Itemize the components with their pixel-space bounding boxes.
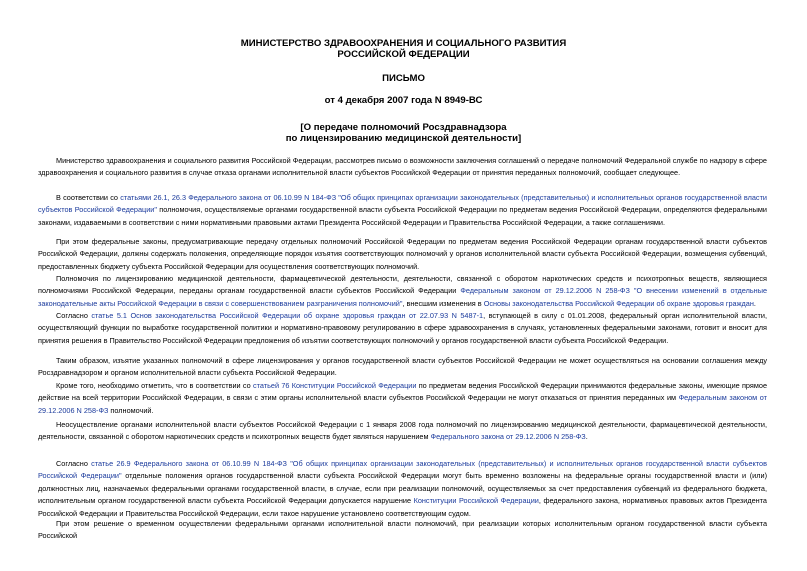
law-reference-link[interactable]: статьей 76 Конституции Российской Федерации bbox=[252, 381, 417, 390]
paragraph-text: . bbox=[585, 432, 588, 442]
paragraph-text: Полномочия по лицензированию медицинской деятельности, фармацевтической деятельности, деятельности, связанной с оборотом наркотических средств и психотропных веществ, являющиеся полномочиями Российской Федерации, переданы органам государственной власти субъектов Российской Федерации bbox=[38, 274, 767, 296]
paragraph-text: Министерство здравоохранения и социального развития Российской Федерации, рассмотрев письмо о возможности заключения соглашений о передаче полномочий Федеральной службе по надзору в сфере здравоохранения и социального развития в случае отказа органами исполнительной власти субъектов Российской Федерации от принятия переданных полномочий, сообщает следующее. bbox=[38, 156, 767, 178]
ministry-title bbox=[0, 38, 807, 60]
paragraph-text: , внесшим изменения в bbox=[402, 298, 484, 308]
paragraph-5 bbox=[38, 310, 767, 347]
paragraph-text: полномочий. bbox=[108, 405, 154, 415]
paragraph-text: полномочия, осуществляемые органами государственной власти субъекта Российской Федерации по предметам ведения Российской Федерации, определяются федеральными законами, издаваемыми в соответствии с ними нормативными правовыми актами Президента Российской Федерации и Правительства Российской Федерации, а также соглашениями. bbox=[38, 205, 768, 227]
paragraph-text: . bbox=[753, 298, 756, 308]
paragraph-text: При этом решение о временном осуществлении федеральными органами исполнительной власти полномочий, при реализации которых исполнительным органом государственной власти субъекта Российской bbox=[38, 519, 767, 541]
law-reference-link[interactable]: Федеральным законом от 29.12.2006 N 258-ФЗ bbox=[38, 393, 767, 415]
paragraph-text: При этом федеральные законы, предусматривающие передачу отдельных полномочий Российской Федерации по предметам ведения Российской Федерации органам государственной власти субъектов Российской Федерации, должны содержать положения, определяющие порядок изъятия соответствующих полномочий у органов исполнительной власти субъекта Российской Федерации, возмещения субвенций, предоставленных бюджету субъекта Российской Федерации для осуществления соответствующих полномочий. bbox=[38, 237, 767, 271]
document-date-number: от 4 декабря 2007 года N 8949-ВС bbox=[324, 95, 483, 106]
paragraph-10 bbox=[38, 518, 767, 543]
law-reference-link[interactable]: статье 26.9 Федерального закона от 06.10.99 N 184-ФЗ "Об общих принципах организации законодательных (представительных) и исполнительных органов государственной власти субъектов Российской Федерации" bbox=[38, 459, 767, 481]
paragraph-6 bbox=[38, 355, 767, 380]
document-subject bbox=[0, 122, 807, 144]
document-subject-line-2: по лицензированию медицинской деятельности] bbox=[285, 133, 522, 144]
document-subject-line-1: [О передаче полномочий Росздравнадзора bbox=[300, 122, 507, 133]
document-type: ПИСЬМО bbox=[382, 73, 425, 84]
ministry-title-line-2: РОССИЙСКОЙ ФЕДЕРАЦИИ bbox=[337, 49, 470, 60]
paragraph-text: Неосуществление органами исполнительной власти субъектов Российской Федерации с 1 января 2008 года полномочий по лицензированию медицинской деятельности, фармацевтической деятельности, деятельности, связанной с оборотом наркотических средств и психотропных веществ будет являться нарушением bbox=[38, 420, 767, 442]
paragraph-text: Кроме того, необходимо отметить, что в соответствии со bbox=[56, 381, 253, 390]
law-reference-link[interactable]: статье 5.1 Основ законодательства Российской Федерации об охране здоровья граждан от 22.07.93 N 5487-1 bbox=[91, 311, 484, 320]
paragraph-1 bbox=[38, 155, 767, 180]
paragraph-2 bbox=[38, 192, 767, 229]
law-reference-link[interactable]: Федерального закона от 29.12.2006 N 258-ФЗ bbox=[430, 432, 586, 442]
paragraph-text: Согласно bbox=[56, 459, 92, 468]
paragraph-text: , вступающей в силу с 01.01.2008, федеральный орган исполнительной власти, осуществляющий функции по выработке государственной политики и нормативно-правовому регулированию в сфере здравоохранения в случаях, установленных федеральными законами, готовит и вносит для принятия решения в Правительство Российской Федерации предложения об изъятии соответствующих полномочий у органов государственной власти субъекта Российской Федерации. bbox=[38, 311, 767, 345]
paragraph-text: Таким образом, изъятие указанных полномочий в сфере лицензирования у органов государственной власти субъектов Российской Федерации не может осуществляться на основании соглашения между Росздравнадзором и органом исполнительной власти субъекта Российской Федерации. bbox=[38, 356, 767, 378]
ministry-title-line-1: МИНИСТЕРСТВО ЗДРАВООХРАНЕНИЯ И СОЦИАЛЬНОГО РАЗВИТИЯ bbox=[240, 38, 567, 49]
paragraph-9 bbox=[38, 458, 767, 520]
paragraph-text: отдельные положения органов государственной власти субъекта Российской Федерации могут быть временно возложены на федеральные органы государственной власти и (или) должностных лиц, назначаемых федеральными органами государственной власти, в случае, если при реализации полномочий, осуществляемых за счет предоставления субвенций из федерального бюджета, исполнительным органом государственной власти субъекта Российской Федерации допускается нарушение bbox=[38, 471, 768, 506]
paragraph-3 bbox=[38, 236, 767, 273]
paragraph-text: Согласно bbox=[56, 311, 92, 320]
law-reference-link[interactable]: статьями 26.1, 26.3 Федерального закона от 06.10.99 N 184-ФЗ "Об общих принципах организации законодательных (представительных) и исполнительных органов государственной власти субъектов Российской Федерации" bbox=[38, 193, 767, 215]
paragraph-text: по предметам ведения Российской Федерации принимаются федеральные законы, имеющие прямое действие на всей территории Российской Федерации, в связи с этим органы исполнительной власти субъектов Российской Федерации не могут отказаться от принятия переданных им bbox=[38, 381, 767, 403]
paragraph-7 bbox=[38, 380, 767, 417]
paragraph-text: В соответствии со bbox=[56, 193, 121, 202]
law-reference-link[interactable]: Федеральным законом от 29.12.2006 N 258-ФЗ "О внесении изменений в отдельные законодательные акты Российской Федерации в связи с совершенствованием разграничения полномочий" bbox=[38, 286, 768, 308]
paragraph-8 bbox=[38, 419, 767, 444]
law-reference-link[interactable]: Основы законодательства Российской Федерации об охране здоровья граждан bbox=[483, 298, 754, 308]
paragraph-text: , федерального закона, нормативных правовых актов Президента Российской Федерации и Правительства Российской Федерации, если такое нарушение установлено соответствующим судом. bbox=[38, 496, 767, 518]
paragraph-4 bbox=[38, 273, 767, 310]
law-reference-link[interactable]: Конституции Российской Федерации bbox=[413, 496, 539, 506]
